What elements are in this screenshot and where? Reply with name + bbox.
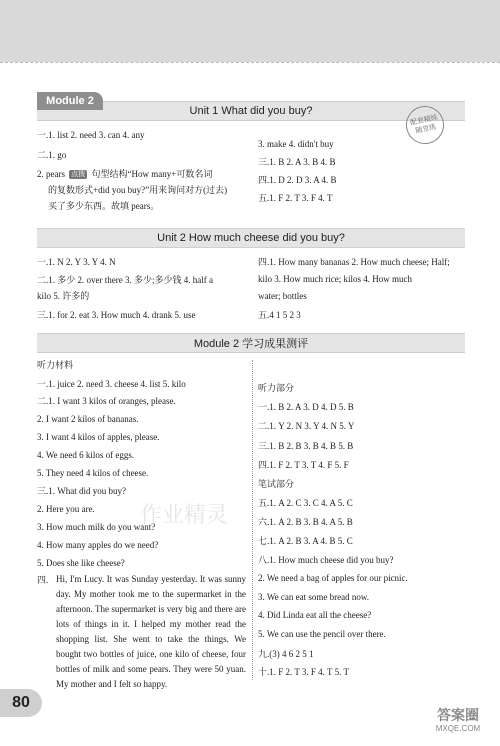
unit1-left-line-1: 一.1. list 2. need 3. can 4. any: [37, 130, 145, 140]
page-number: 80: [0, 689, 42, 717]
test-right-line-4: 四.1. F 2. T 3. T 4. F 5. F: [258, 460, 349, 470]
test-right-line-2: 二.1. Y 2. N 3. Y 4. N 5. Y: [258, 421, 355, 431]
unit2-left-line-1: 一.1. N 2. Y 3. Y 4. N: [37, 257, 116, 267]
test-left-line-2: 二.1. I want 3 kilos of oranges, please.: [37, 396, 176, 406]
unit1-right-line-4: 五.1. F 2. T 3. F 4. T: [258, 193, 333, 203]
unit2-right-line-1: 四.1. How many bananas 2. How much cheese; Half;: [258, 257, 450, 267]
column-divider: [252, 360, 253, 680]
unit2-right-line-4: 五.4 1 5 2 3: [258, 310, 301, 320]
unit1-left-line-2: 二.1. go: [37, 150, 67, 160]
unit1-right-line-1: 3. make 4. didn't buy: [258, 139, 334, 149]
test-right-line-11: 4. Did Linda eat all the cheese?: [258, 610, 372, 620]
unit1-left-line-3: [37, 168, 212, 180]
test-right-line-10: 3. We can eat some bread now.: [258, 592, 369, 602]
test-left-line-8: 2. Here you are.: [37, 504, 95, 514]
test-left-line-7: 三.1. What did you buy?: [37, 486, 126, 496]
unit1-right-line-2: 三.1. B 2. A 3. B 4. B: [258, 157, 336, 167]
unit1-right-line-3: 四.1. D 2. D 3. A 4. B: [258, 175, 337, 185]
unit1-left-line-5: 买了多少东西。故填 pears。: [48, 201, 160, 211]
unit2-right-line-2: kilo 3. How much rice; kilos 4. How much: [258, 274, 412, 284]
tip-icon: 点拨: [71, 171, 86, 179]
faint-watermark: 作业精灵: [140, 503, 229, 528]
site-watermark-logo: [420, 706, 496, 742]
reading-passage: Hi, I'm Lucy. It was Sunday yesterday. It was sunny day. My mother took me to the supermarket in the afternoon. The supermarket is very big and there are lots of things in it. I helped my mother read the shopping list. She went to take the things. We bought two bottles of juice, one kilo of cheese, four bottles of milk and some pears. They were 50 yuan. My mother and I felt so happy.: [56, 574, 246, 689]
test-left-line-4: 3. I want 4 kilos of apples, please.: [37, 432, 160, 442]
passage-number: 四.: [37, 575, 49, 585]
test-left-line-11: 5. Does she like cheese?: [37, 558, 125, 568]
unit2-left-line-4: 三.1. for 2. eat 3. How much 4. drank 5. use: [37, 310, 196, 320]
watermark-title: 答案圈: [437, 707, 479, 723]
test-left-line-9: 3. How much milk do you want?: [37, 522, 156, 532]
unit2-left-line-2: 二.1. 多少 2. over there 3. 多少;多少钱 4. half a: [37, 275, 213, 285]
test-right-line-9: 2. We need a bag of apples for our picnic.: [258, 573, 408, 583]
test-right-line-8: 八.1. How much cheese did you buy?: [258, 555, 394, 565]
test-right-line-6: 六.1. A 2. B 3. B 4. A 5. B: [258, 517, 353, 527]
module-tag: Module 2: [37, 92, 103, 110]
test-title: Module 2 学习成果测评: [193, 338, 309, 350]
test-right-line-3: 三.1. B 2. B 3. B 4. B 5. B: [258, 441, 354, 451]
watermark-url: MXQE.COM: [435, 724, 481, 733]
test-left-line-1: 一.1. juice 2. need 3. cheese 4. list 5. kilo: [37, 379, 186, 389]
listening-part-heading: 听力部分: [258, 383, 295, 393]
listening-material-heading: 听力材料: [37, 360, 74, 370]
tip-text: 句型结构“How many+可数名词: [91, 169, 213, 179]
top-dotted-divider: [0, 62, 500, 67]
unit1-left-line-4: 的复数形式+did you buy?”用来询问对方(过去): [48, 185, 228, 195]
written-part-heading: 笔试部分: [258, 479, 295, 489]
unit2-title: Unit 2 How much cheese did you buy?: [157, 232, 345, 244]
test-right-line-1: 一.1. B 2. A 3. D 4. D 5. B: [258, 402, 354, 412]
test-right-line-7: 七.1. A 2. B 3. A 4. B 5. C: [258, 536, 353, 546]
test-left-line-10: 4. How many apples do we need?: [37, 540, 159, 550]
unit1-title: Unit 1 What did you buy?: [189, 105, 313, 117]
test-left-line-6: 5. They need 4 kilos of cheese.: [37, 468, 149, 478]
unit2-right-line-3: water; bottles: [258, 291, 307, 301]
practice-stamp: 配套精练 随堂练: [402, 102, 447, 147]
unit1-answer-pears: 2. pears: [37, 169, 65, 179]
unit2-left-line-3: kilo 5. 许多的: [37, 291, 90, 301]
test-right-line-5: 五.1. A 2. C 3. C 4. A 5. C: [258, 498, 353, 508]
test-left-line-3: 2. I want 2 kilos of bananas.: [37, 414, 139, 424]
unit2-title-bar: [37, 228, 465, 248]
test-right-line-14: 十.1. F 2. T 3. F 4. T 5. T: [258, 667, 349, 677]
test-right-line-12: 5. We can use the pencil over there.: [258, 629, 386, 639]
test-title-bar: [37, 333, 465, 353]
top-decorative-band: [0, 0, 500, 62]
test-left-line-5: 4. We need 6 kilos of eggs.: [37, 450, 135, 460]
test-right-line-13: 九.(3) 4 6 2 5 1: [258, 649, 314, 659]
